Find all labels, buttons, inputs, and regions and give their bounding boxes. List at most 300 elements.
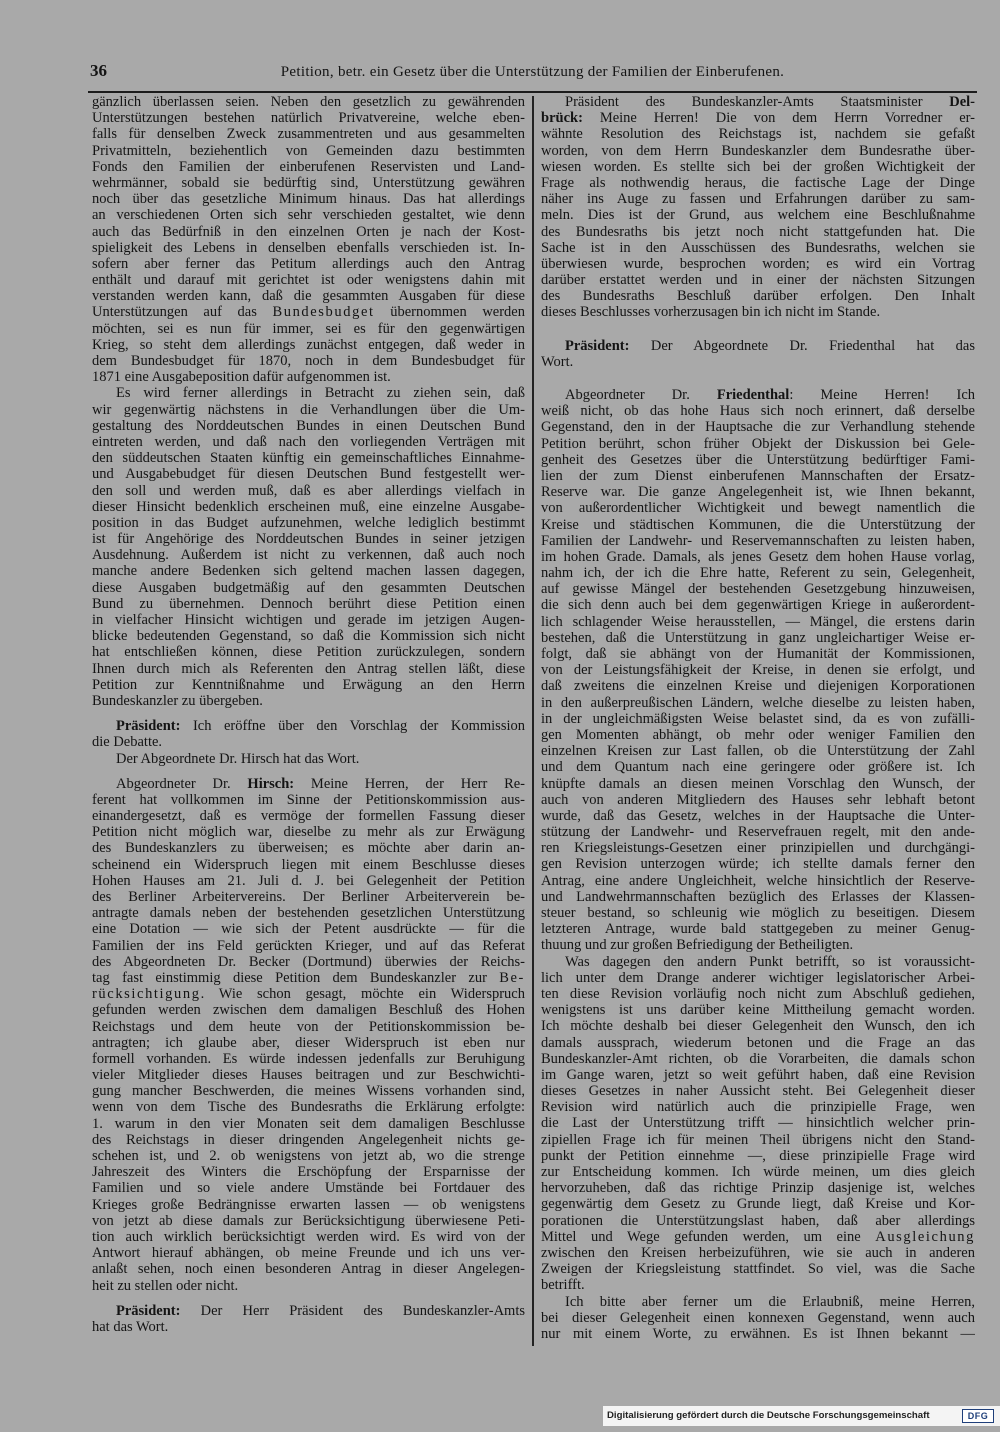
text-line [541, 1310, 975, 1326]
text-line [541, 1099, 975, 1115]
column-divider [532, 96, 534, 1346]
text-line [92, 1303, 525, 1319]
text-run: Jahreszeit des Winters die Erschöpfung der Ersparnisse der [92, 1164, 525, 1181]
text-run: einzelnen Kreisen zur Last fallen, ob die Unterstützung der Zahl [541, 743, 975, 760]
text-run: gänzlich überlassen seien. Neben den gesetzlich zu gewährenden [92, 94, 525, 110]
text-line [92, 483, 525, 499]
text-line [92, 580, 525, 596]
text-line [541, 224, 975, 240]
text-line [92, 873, 525, 889]
text-line [541, 240, 975, 256]
text-line [541, 678, 975, 694]
paragraph [92, 751, 525, 767]
text-run: Unterstützungen bestehen natürlich Privatvereine, welche eben- [92, 110, 525, 127]
speaker-label: brück: [541, 110, 583, 127]
text-run: nur mit einem Worte, zu erwähnen. Es ist Ihnen bekannt — [541, 1325, 975, 1342]
text-run: schehen ist, und 2. ob wenigstens von jetzt ab, wo die strenge [92, 1148, 525, 1164]
speaker-label: Präsident: [116, 1302, 181, 1319]
text-line [541, 1213, 975, 1229]
text-line [92, 304, 525, 320]
text-run: eine Dotation — wie sich der Petent ausdrückte — für die [92, 921, 525, 938]
text-run: noch über das gesetzliche Minimum hinaus. Das hat allerdings [92, 191, 525, 208]
text-line [92, 718, 525, 734]
text-run: möchten, sei es nun für immer, sei es für den gegenwärtigen [92, 320, 525, 337]
text-run: Ausdehnung. Außerdem ist nicht zu verkennen, daß auch noch [92, 547, 525, 564]
text-line [92, 369, 525, 385]
text-run: des Bundesraths Beschluß darüber erfolgen. Den Inhalt [541, 288, 975, 305]
text-run: Petition zur Kenntnißnahme und Erwägung an den Herrn [92, 676, 525, 693]
text-line [92, 1067, 525, 1083]
text-line [92, 1278, 525, 1294]
text-line [541, 824, 975, 840]
text-line [541, 288, 975, 304]
text-run: wenigstens ist uns darüber keine Mittheilung gemacht worden. [541, 1002, 975, 1019]
text-run: enthält und darauf mit gerichtet ist oder wenigstens dahin mit [92, 272, 525, 289]
text-line [541, 581, 975, 597]
text-line [92, 1213, 525, 1229]
text-run: . Wie schon gesagt, möchte ein Widerspruch [200, 986, 525, 1003]
text-run: Zweigen der Kriegsleistung stattfindet. So viel, was die Sache [541, 1261, 975, 1278]
paragraph [541, 1294, 975, 1343]
text-run: bestehen, daß die Unterstützung in ganz ungleichartiger Weise er- [541, 629, 975, 646]
text-line [541, 759, 975, 775]
text-run: und Ausgabebudget für diesen Deutschen Bund festgestellt wer- [92, 466, 525, 483]
text-line [92, 466, 525, 482]
text-line [92, 857, 525, 873]
text-line [92, 240, 525, 256]
text-run: von der Leistungsfähigkeit der Kreise, in denen sie erfolgt, und [541, 662, 975, 679]
text-run: Was dagegen den andern Punkt betrifft, so ist voraussicht- [565, 953, 975, 970]
text-line [92, 563, 525, 579]
text-run: meln. Dies ist der Grund, aus welchem eine Beschlußnahme [541, 207, 975, 224]
text-line [92, 385, 525, 401]
text-line [92, 1083, 525, 1099]
text-run: punkt der Petition einnehme —, diese prinzipielle Frage wird [541, 1147, 975, 1164]
text-line [92, 337, 525, 353]
text-run: zur Entscheidung kommen. Ich würde meinen, um dies gleich [541, 1164, 975, 1180]
text-run: Gegenstand, den in der Hauptsache die zur Verhandlung stehende [541, 419, 975, 436]
text-line [92, 1099, 525, 1115]
text-run: Abgeordneter Dr. [116, 775, 248, 792]
text-line [541, 468, 975, 484]
digitization-credit-bar [603, 1406, 1000, 1426]
paragraph [92, 776, 525, 1294]
text-line [541, 1051, 975, 1067]
dfg-logo: DFG [962, 1409, 994, 1423]
text-line [92, 938, 525, 954]
text-line [92, 450, 525, 466]
text-line [541, 840, 975, 856]
text-line [92, 515, 525, 531]
text-line [92, 499, 525, 515]
text-line [541, 856, 975, 872]
text-run: worden, von dem Herrn Bundeskanzler dem Bundesrathe über- [541, 142, 975, 159]
text-line [541, 970, 975, 986]
text-run: thuung und zur großen Befriedigung der Betheiligten. [541, 937, 854, 954]
text-run: Mittel und Wege gefunden werden, um eine [541, 1228, 876, 1245]
text-run: Ich möchte deshalb bei dieser Gelegenheit den Wunsch, den ich [541, 1018, 975, 1035]
text-run: blicke bedeutenden Gegenstand, so daß die Kommission sich nicht [92, 628, 525, 645]
text-line [541, 614, 975, 630]
text-run: von außerordentlicher Wichtigkeit und bewegt namentlich die [541, 500, 975, 517]
text-run: scheinend ein Widerspruch liegen mit einem Beschlusse dieses [92, 856, 525, 873]
text-line [541, 808, 975, 824]
text-line [92, 1245, 525, 1261]
text-run: spieligkeit des Lebens in denselben ebenfalls verschieden ist. In- [92, 239, 525, 256]
text-run: dieser Hinsicht bedenklich erscheinen muß, eine einzelne Ausgabe- [92, 498, 525, 515]
text-run: Familien der Landwehr- und Reservemannschaften zu leisten haben, [541, 532, 975, 549]
text-line [541, 727, 975, 743]
text-run: hat das Wort. [92, 1318, 169, 1335]
text-run: formell vorhanden. Es würde indessen jedenfalls zur Beruhigung [92, 1050, 525, 1067]
text-line [92, 824, 525, 840]
text-line [92, 628, 525, 644]
text-run: und Landwehrmannschaften bezüglich des Erlasses der Klassen- [541, 888, 975, 905]
text-run: des Bundeskanzlers zu überweisen; es möchte aber darin an- [92, 840, 525, 857]
text-run: näher ins Auge zu fassen und Erfahrungen darüber zu sam- [541, 191, 975, 208]
text-run: folgt, daß sie abhängt von der Humanität der Kommissionen, [541, 646, 975, 662]
text-run: falls für denselben Zweck zusammentreten und aus gesammelten [92, 126, 525, 143]
text-line [541, 94, 975, 110]
text-run: : Meine Herren! Ich [789, 387, 975, 403]
text-run: Unterstützungen auf das [92, 304, 273, 321]
text-line [92, 751, 525, 767]
text-run: gen Revision unterzogen würde; ich stellte damals ferner den [541, 856, 975, 873]
text-run: des Reichstags in dieser dringenden Angelegenheit nichts ge- [92, 1131, 525, 1148]
text-run: in der ungleichmäßigsten Weise belastet sind, da es von zufälli- [541, 710, 975, 727]
text-run: daß zweitens die einzelnen Kreise und diejenigen Korporationen [541, 678, 975, 695]
text-line [541, 256, 975, 272]
text-line [92, 353, 525, 369]
text-run: den süddeutschen Staaten künftig ein gemeinschaftliches Einnahme- [92, 450, 525, 467]
text-line [541, 1164, 975, 1180]
text-line [541, 889, 975, 905]
text-run: hat entschließen können, diese Petition zurückzulegen, sondern [92, 644, 525, 661]
text-line [92, 921, 525, 937]
text-run: übernommen werden [374, 304, 525, 321]
text-line [92, 970, 525, 986]
text-line [541, 1132, 975, 1148]
speaker-label: Präsident: [116, 718, 181, 735]
paragraph [541, 954, 975, 1294]
text-run: anlaßt sehen, noch einen besonderen Antrag in dieser Angelegen- [92, 1261, 525, 1278]
text-line [92, 612, 525, 628]
text-line [92, 402, 525, 418]
text-line [541, 743, 975, 759]
text-line [92, 596, 525, 612]
paragraph [541, 387, 975, 954]
text-run: zipiellen Frage ich für meinen Theil übrigens nicht den Stand- [541, 1131, 975, 1148]
text-run: wähnte Resolution des Reichstags ist, nachdem sie gefaßt [541, 126, 975, 143]
text-run: ferent hat vollkommen im Sinne der Petitionskommission aus- [92, 791, 525, 808]
text-line [92, 1164, 525, 1180]
text-line [541, 662, 975, 678]
text-run: Meine Herren! Die von dem Herrn Vorredner er- [582, 110, 975, 127]
text-line [541, 695, 975, 711]
text-line [92, 1197, 525, 1213]
text-run: des Abgeordneten Dr. Becker (Dortmund) überwies der Reichs- [92, 953, 525, 970]
text-run: in den außerpreußischen Ländern, welche dieselbe zu leisten haben, [541, 694, 975, 711]
header-rule [88, 91, 977, 93]
text-line [92, 644, 525, 660]
text-run: vieler Mitglieder dieses Hauses beitragen und zur Beschwichti- [92, 1067, 525, 1084]
text-run: gung mancher Beschwerden, die meines Wissens vorhanden sind, [92, 1083, 525, 1100]
text-line [541, 452, 975, 468]
text-run: Bundeskanzler-Amt richten, ob die Vorarbeiten, die damals schon [541, 1050, 975, 1067]
text-run: dieses Gesetzes in naher Aussicht steht. Bei Gelegenheit dieser [541, 1083, 975, 1100]
text-run: Privatmitteln, beziehentlich von Gemeinden dazu bestimmten [92, 142, 525, 159]
text-run: Ich eröffne über den Vorschlag der Kommission [180, 718, 525, 735]
paragraph [92, 94, 525, 385]
text-run: auf gewisse Mängel der bestehenden Gesetzgebung hinzuweisen, [541, 581, 975, 598]
text-line [92, 954, 525, 970]
text-line [541, 1245, 975, 1261]
text-run: ren Kriegsleistungs-Gesetzen einer prinzipiellen und durchgängi- [541, 840, 975, 857]
text-line [92, 159, 525, 175]
text-line [541, 1196, 975, 1212]
text-line [541, 354, 975, 370]
text-run: Der Abgeordnete Dr. Friedenthal hat das [629, 337, 975, 354]
text-line [541, 500, 975, 516]
text-line [92, 224, 525, 240]
text-run: damals aussprach, wiederum betonen und die Frage an das [541, 1034, 975, 1051]
paragraph [92, 718, 525, 750]
text-line [92, 288, 525, 304]
text-run: Hohen Hauses am 21. Juli d. J. bei Gelegenheit der Petition [92, 872, 525, 889]
text-line [541, 143, 975, 159]
text-line [541, 175, 975, 191]
paragraph [92, 385, 525, 709]
text-line [92, 905, 525, 921]
text-line [541, 191, 975, 207]
text-run: auch das Bedürfniß in den einzelnen Orten je nach der Kost- [92, 223, 525, 240]
text-run: Petition nicht möglich war, dieselbe zu mehr als zur Erwägung [92, 824, 525, 841]
text-run: Meine Herren, der Herr Re- [294, 775, 525, 792]
text-line [92, 661, 525, 677]
page-number: 36 [90, 61, 107, 80]
text-run: antragten; ich glaube aber, dieser Widerspruch ist eben nur [92, 1034, 525, 1051]
text-run: hervorzuheben, daß das richtige Prinzip dasjenige ist, welches [541, 1180, 975, 1197]
text-line [541, 338, 975, 354]
text-run: Frage als nothwendig heraus, die factische Lage der Dinge [541, 174, 975, 191]
text-run: knüpfte damals an diesen meinen Vorschlag den Wunsch, der [541, 775, 975, 792]
left-column [92, 94, 525, 1335]
text-line [92, 256, 525, 272]
text-line [541, 110, 975, 126]
text-run: Revision wird natürlich auch die prinzipielle Frage, wen [541, 1099, 975, 1116]
text-line [541, 403, 975, 419]
text-run: betrifft. [541, 1277, 585, 1294]
text-line [541, 436, 975, 452]
text-line [92, 840, 525, 856]
text-run: Familien und so viele andere Umstände bei Fortdauer des [92, 1180, 525, 1197]
text-run: Kreise und städtischen Kommunen, die die Unterstützung der [541, 516, 975, 533]
text-run: lich schlagender Weise herausstellen, — Mängel, die erstens darin [541, 613, 975, 630]
text-run: ten diese Revision vorläufig noch nicht zum Abschluß gediehen, [541, 985, 975, 1002]
text-line [541, 126, 975, 142]
text-line [92, 1035, 525, 1051]
text-line [541, 1180, 975, 1196]
text-line [541, 711, 975, 727]
text-line [92, 1319, 525, 1335]
text-run: Reichstags und dem heute von der Petitionskommission be- [92, 1018, 525, 1035]
text-line [92, 1148, 525, 1164]
text-run: position in das Budget aufzunehmen, welche lediglich bestimmt [92, 514, 525, 531]
text-run: wiesen worden. Es stellte sich bei der großen Wichtigkeit der [541, 158, 975, 175]
text-line [92, 207, 525, 223]
text-line [92, 126, 525, 142]
text-line [92, 272, 525, 288]
text-line [541, 1261, 975, 1277]
text-line [541, 272, 975, 288]
text-line [541, 921, 975, 937]
text-line [541, 1035, 975, 1051]
text-run: von jetzt ab diese damals zur Berücksichtigung überwiesene Peti- [92, 1212, 525, 1229]
text-line [92, 191, 525, 207]
text-run: wir gegenwärtig nächstens in die Verhandlungen über die Um- [92, 401, 525, 418]
speaker-label: Präsident: [565, 337, 630, 354]
text-line [541, 207, 975, 223]
text-line [541, 905, 975, 921]
text-run: genheit des Gesetzes über die Unterstützung bedürftiger Fami- [541, 451, 975, 468]
text-line [92, 986, 525, 1002]
text-line [541, 517, 975, 533]
text-run: dem Bundesbudget für 1870, noch in dem Bundesbudget für [92, 353, 525, 369]
text-run: stützung der Landwehr- und Reservefrauen regelt, mit den ande- [541, 824, 975, 841]
emphasized-text: rücksichtigung [92, 986, 201, 1003]
text-run: die Debatte. [92, 734, 163, 751]
text-line [92, 143, 525, 159]
text-run: porationen die Unterstützungslast haben, daß aber allerdings [541, 1212, 975, 1229]
text-line [541, 1277, 975, 1293]
text-run: tion auch wirklich berücksichtigt werden wird. Es wird von der [92, 1228, 525, 1245]
right-column [541, 94, 975, 1342]
text-line [541, 1229, 975, 1245]
speaker-label: Friedenthal [716, 387, 790, 403]
text-line [92, 531, 525, 547]
text-line [541, 986, 975, 1002]
text-line [92, 434, 525, 450]
text-line [541, 419, 975, 435]
text-line [92, 693, 525, 709]
text-line [92, 1051, 525, 1067]
text-run: auch von anderen Mitgliedern des Hauses sehr lebhaft betont [541, 791, 975, 808]
text-run: Sache ist in den Ausschüssen des Bundesraths, welchen sie [541, 239, 975, 256]
text-run: eintreten werden, und daß nach den vorliegenden Verträgen mit [92, 433, 525, 450]
text-run: 1. warum in den vier Monaten seit dem damaligen Beschlusse [92, 1115, 525, 1132]
digitization-credit-text: Digitalisierung gefördert durch die Deutsche Forschungsgemeinschaft [607, 1410, 930, 1421]
text-line [541, 954, 975, 970]
text-run: Petition berührt, schon früher Objekt der Diskussion bei Gele- [541, 435, 975, 452]
text-run: den soll und werden muß, daß es aber allerdings vielfach in [92, 482, 525, 499]
text-run: sofern aber ferner das Petitum allerdings auch den Antrag [92, 255, 525, 272]
text-line [92, 547, 525, 563]
text-line [92, 1002, 525, 1018]
text-run: nahm ich, der ich die Ehre hatte, Referent zu sein, Gelegenheit, [541, 565, 975, 582]
text-run: die sich denn auch bei dem gegenwärtigen Kriege in außerordent- [541, 597, 975, 614]
text-run: Der Abgeordnete Dr. Hirsch hat das Wort. [116, 750, 360, 767]
text-run: wenn von dem Tische des Bundesraths die Erklärung erfolgte: [92, 1099, 525, 1116]
text-run: letzteren Antrage, wurde bald stattgegeben zu meiner Genug- [541, 921, 975, 938]
text-run: Wort. [541, 353, 574, 370]
text-line [541, 646, 975, 662]
text-line [92, 677, 525, 693]
text-line [92, 1132, 525, 1148]
text-line [92, 1261, 525, 1277]
text-line [541, 1002, 975, 1018]
text-line [541, 1294, 975, 1310]
text-line [541, 533, 975, 549]
text-run: verstanden werden kann, daß die gesammten Ausgaben für diese [92, 288, 525, 305]
emphasized-text: Ausgleichung [875, 1228, 975, 1245]
text-line [541, 1067, 975, 1083]
text-run: des Berliner Arbeitervereins. Der Berliner Arbeiterverein be- [92, 889, 525, 905]
text-run: Es wird ferner allerdings in Betracht zu ziehen sein, daß [116, 385, 525, 402]
text-run: die Last der Unterstützung trifft — hinsichtlich welcher prin- [541, 1115, 975, 1132]
text-run: gefunden werden zwischen dem damaligen Beschluß des Hohen [92, 1002, 525, 1019]
text-line [92, 1116, 525, 1132]
text-run: Familien der ins Feld gerückten Krieger, und auf das Referat [92, 937, 525, 954]
text-line [92, 418, 525, 434]
text-run: Bundeskanzler zu übergeben. [92, 692, 263, 709]
text-line [541, 1083, 975, 1099]
text-run: an verschiedenen Orten sich sehr verschieden gestaltet, wie denn [92, 207, 525, 224]
text-run: 1871 eine Ausgabeposition dafür aufgenommen ist. [92, 369, 391, 386]
text-run: Krieg, so steht dem allerdings zunächst entgegen, daß weder in [92, 336, 525, 353]
text-run: gestaltung des Norddeutschen Bundes in einen Deutschen Bund [92, 417, 525, 434]
text-run: darüber erstattet werden und in einer der nächsten Sitzungen [541, 272, 975, 289]
text-line [92, 110, 525, 126]
text-run: steuer bestand, so schleunig wie möglich zu beseitigen. Diesem [541, 905, 975, 921]
paragraph [92, 1303, 525, 1335]
text-line [541, 630, 975, 646]
text-run: und dem Quantum nach eine geringere oder größere ist. Ich [541, 759, 975, 776]
text-run: gegenwärtig dem Gesetz zu Grunde liegt, daß Kreise und Kor- [541, 1196, 975, 1213]
text-line [541, 1326, 975, 1342]
text-line [541, 776, 975, 792]
text-run: manche andere Bedenken sich geltend machen lassen dagegen, [92, 563, 525, 580]
text-line [92, 1180, 525, 1196]
text-line [92, 321, 525, 337]
text-run: Der Herr Präsident des Bundeskanzler-Amts [180, 1302, 525, 1319]
text-run: des Bundesraths bis jetzt noch nicht stattgefunden hat. Die [541, 223, 975, 240]
text-line [92, 94, 525, 110]
text-line [92, 734, 525, 750]
text-run: in vielfacher Hinsicht wichtigen und gerade im jetzigen Augen- [92, 612, 525, 628]
text-run: antragte damals neben der bestehenden gesetzlichen Unterstützung [92, 905, 525, 922]
text-line [92, 808, 525, 824]
text-run: tag fast einstimmig diese Petition dem Bundeskanzler zur [92, 969, 500, 986]
text-line [92, 792, 525, 808]
text-run: dieses Beschlusses vorherzusagen bin ich nicht im Stande. [541, 304, 881, 321]
text-run: diese Ausgaben budgetmäßig auf den gesammten Deutschen [92, 579, 525, 596]
running-title: Petition, betr. ein Gesetz über die Unterstützung der Familien der Einberufenen. [280, 64, 785, 80]
speaker-label: Hirsch: [247, 775, 295, 792]
text-run: lich unter dem Drange anderer wichtiger legislatorischer Arbei- [541, 969, 975, 986]
text-run: im hohen Grade. Damals, als jenes Gesetz dem hohen Hause vorlag, [541, 548, 975, 565]
text-line [541, 484, 975, 500]
text-run: Antrag, eine andere Ungleichheit, welche hinsichtlich der Reserve- [541, 872, 975, 889]
text-line [92, 1019, 525, 1035]
text-run: Präsident des Bundeskanzler-Amts Staatsminister [565, 94, 950, 110]
text-run: Antwort hierauf abhängen, ob meine Freunde und ich uns ver- [92, 1245, 525, 1262]
text-line [541, 873, 975, 889]
text-run: überwiesen wurde, besprochen worden; es wird ein Vortrag [541, 255, 975, 272]
text-line [541, 304, 975, 320]
text-run: einandergesetzt, daß es vermöge der formellen Fassung dieser [92, 808, 525, 825]
text-run: wurde, daß das Gesetz, welches in der Hauptsache die Unter- [541, 807, 975, 824]
text-run: zwischen den Kreisen herbeizuführen, wie sie auch in anderen [541, 1244, 975, 1261]
